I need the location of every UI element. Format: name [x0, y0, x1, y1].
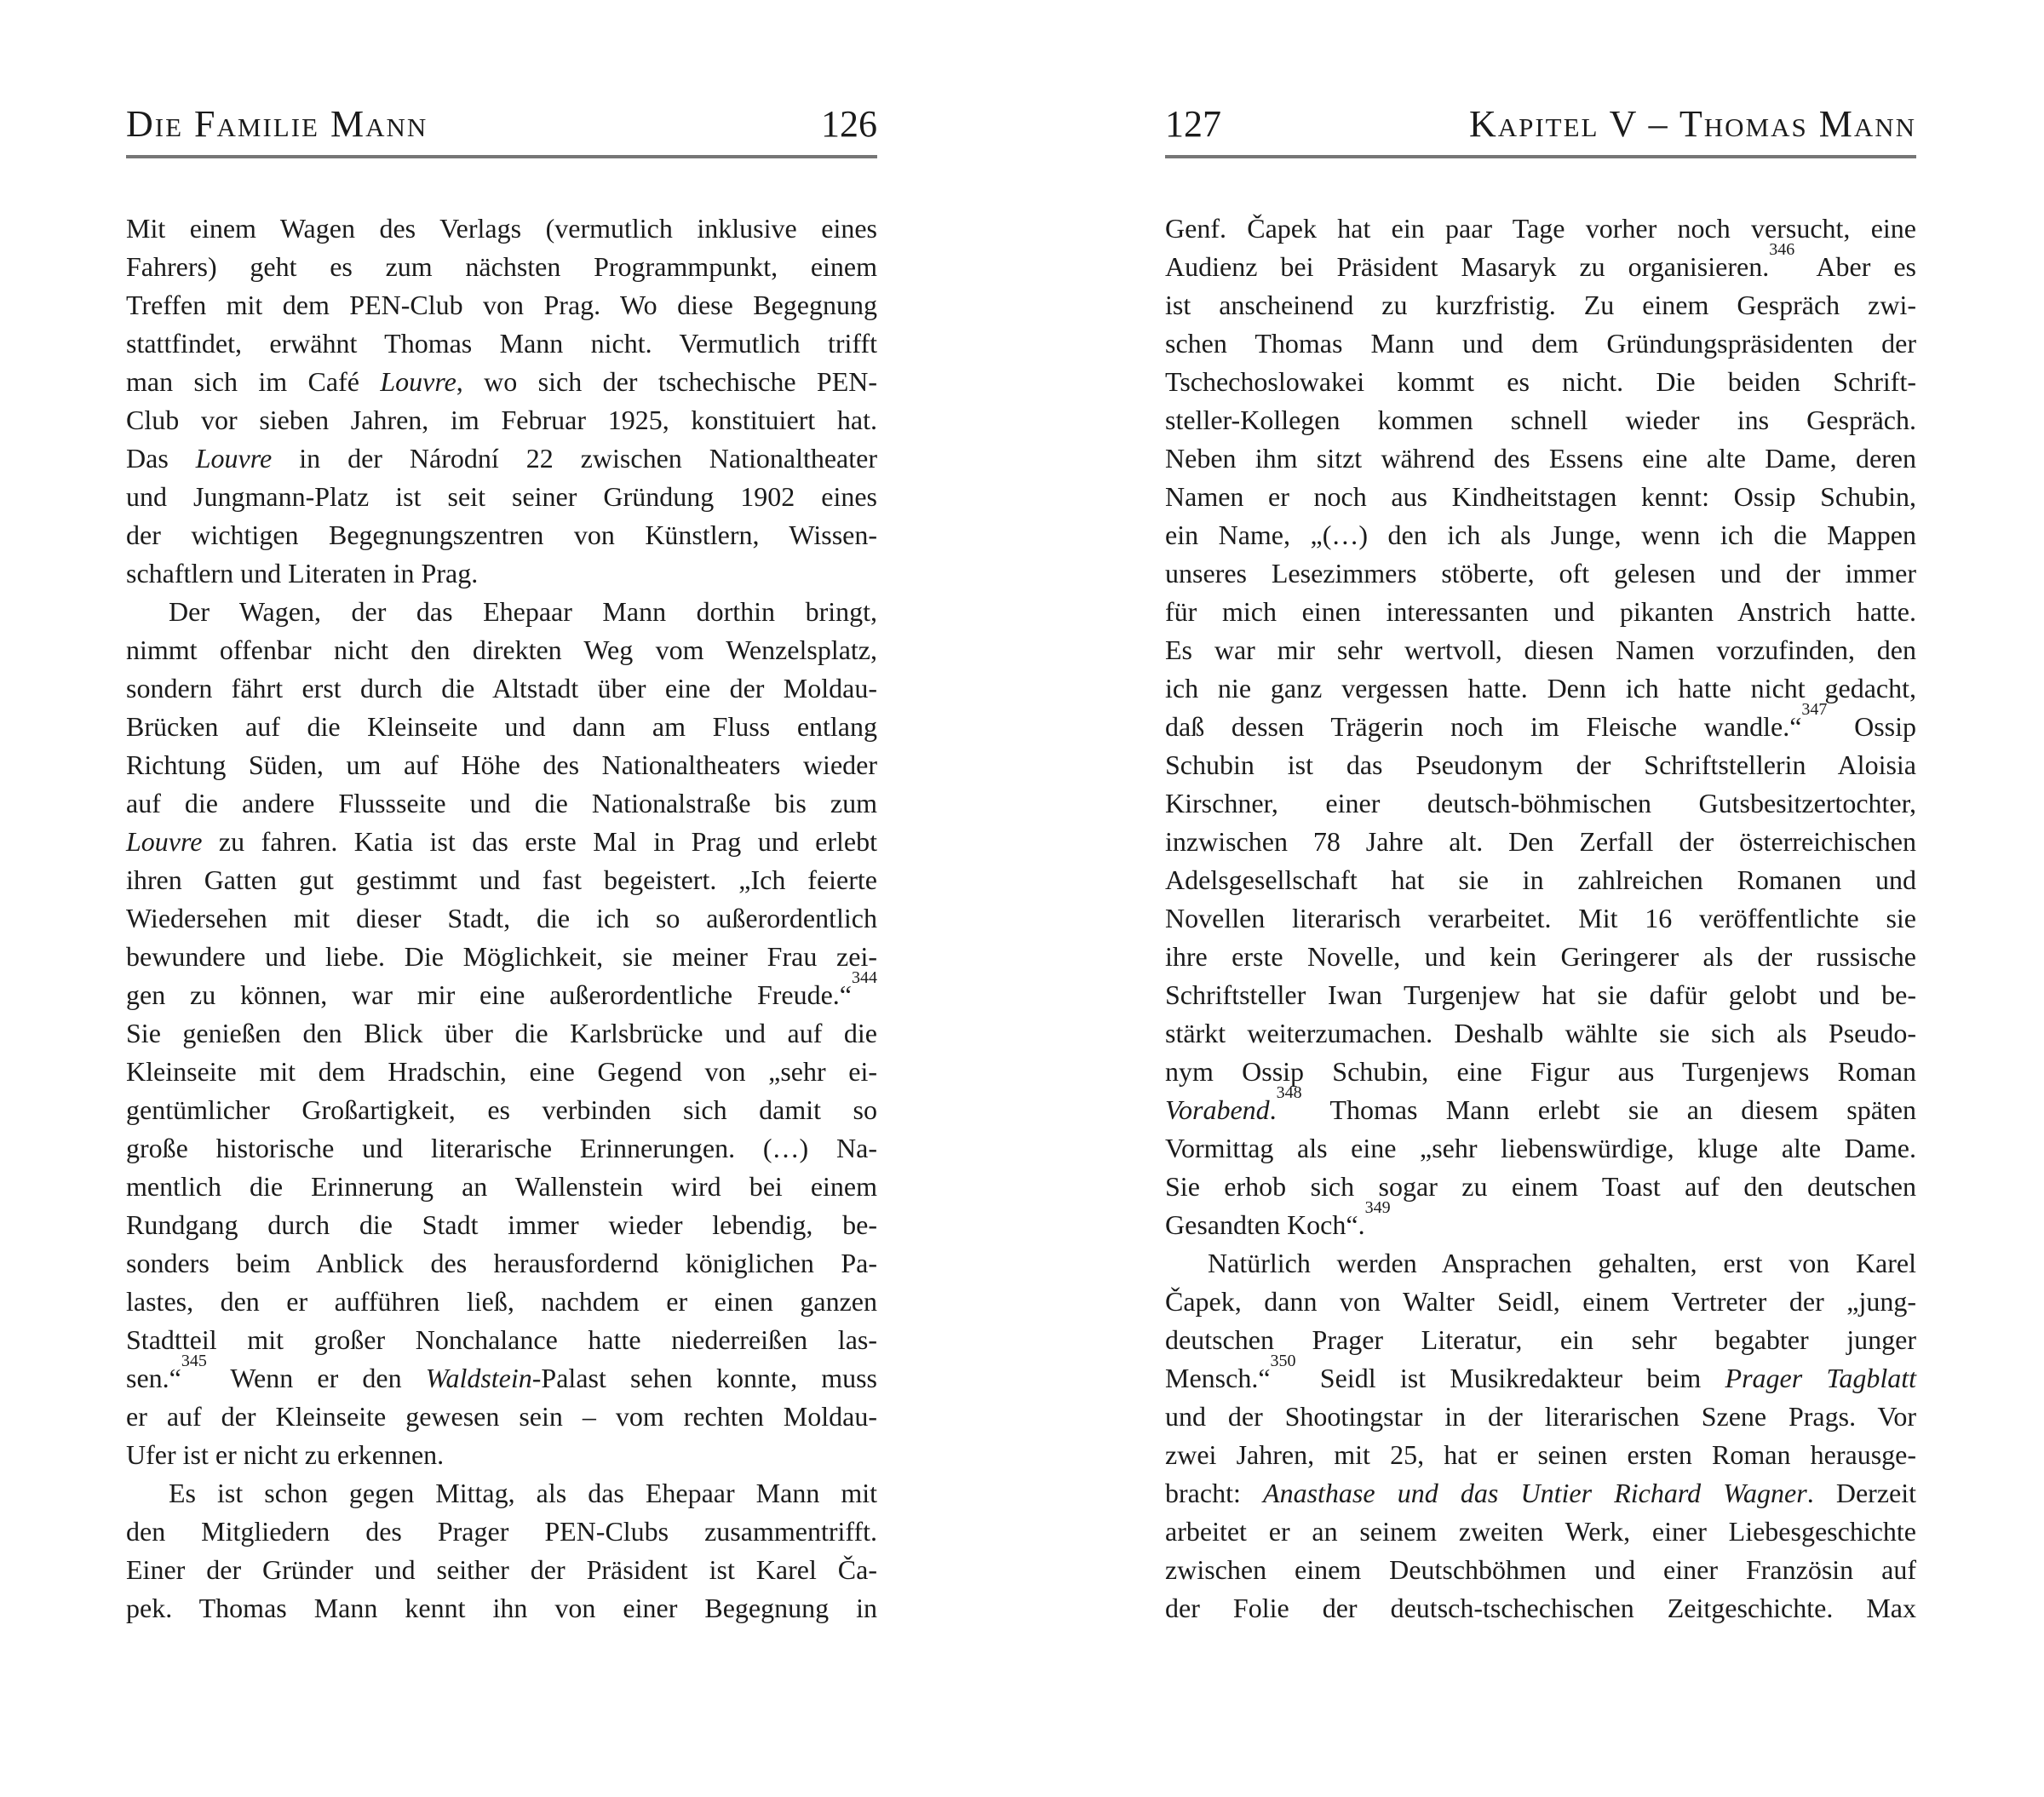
text-line: Es ist schon gegen Mittag, als das Ehepaar Mann mit — [169, 1478, 877, 1508]
text-line: sen.“$^{345}$ Wenn er den Waldstein-Palast sehen konnte, muss — [126, 1352, 878, 1393]
text-line: Es war mir sehr wertvoll, diesen Namen vorzufinden, den — [1165, 634, 1916, 665]
text-line: unseres Lesezimmers stöberte, oft gelesen und der immer — [1165, 558, 1916, 588]
footnote-reference: 348 — [1276, 1083, 1302, 1103]
text-line: Mensch.“$^{350}$ Seidl ist Musikredakteur beim Prager Tagblatt — [1165, 1352, 1916, 1393]
footnote-reference: 347 — [1801, 700, 1828, 720]
text-line: sonders beim Anblick des herausfordernd königlichen Pa- — [126, 1248, 877, 1278]
text-line: daß dessen Trägerin noch im Fleische wandle.“$^{347}$ Ossip — [1165, 700, 1917, 742]
text-line: Gesandten Koch“.$^{349}$ — [1165, 1198, 1391, 1240]
text-line: ist anscheinend zu kurzfristig. Zu einem Gespräch zwi- — [1165, 290, 1916, 320]
text-line: den Mitgliedern des Prager PEN-Clubs zusammentrifft. — [126, 1516, 877, 1547]
text-line: arbeitet er an seinem zweiten Werk, einer Liebesgeschichte — [1165, 1516, 1916, 1547]
text-line: inzwischen 78 Jahre alt. Den Zerfall der österreichischen — [1165, 826, 1916, 857]
text-line: nimmt offenbar nicht den direkten Weg vom Wenzelsplatz, — [126, 634, 877, 665]
text-line: für mich einen interessanten und pikanten Anstrich hatte. — [1165, 596, 1916, 627]
left-page-body — [126, 210, 877, 1628]
running-head-title: Die Familie Mann — [126, 103, 428, 145]
text-line: Schriftsteller Iwan Turgenjew hat sie dafür gelobt und be- — [1165, 979, 1916, 1010]
paragraph — [1165, 210, 1916, 1244]
footnote-reference: 345 — [181, 1352, 207, 1371]
text-line: Natürlich werden Ansprachen gehalten, erst von Karel — [1208, 1248, 1916, 1278]
header-rule — [1165, 155, 1916, 158]
text-line: gen zu können, war mir eine außerordentliche Freude.“$^{344}$ — [126, 968, 877, 1010]
running-head-title: Kapitel V – Thomas Mann — [1468, 103, 1916, 145]
text-line: zwei Jahren, mit 25, hat er seinen ersten Roman herausge- — [1165, 1439, 1916, 1470]
text-line: pek. Thomas Mann kennt ihn von einer Begegnung in — [126, 1593, 877, 1623]
right-running-header — [1165, 104, 1916, 145]
left-running-header — [126, 104, 877, 145]
text-line: sondern fährt erst durch die Altstadt über eine der Moldau- — [126, 673, 877, 703]
text-line: Sie erhob sich sogar zu einem Toast auf den deutschen — [1165, 1171, 1916, 1202]
text-line: man sich im Café Louvre, wo sich der tschechische PEN- — [126, 366, 877, 397]
text-line: Genf. Čapek hat ein paar Tage vorher noch versucht, eine — [1165, 213, 1916, 244]
text-line: Sie genießen den Blick über die Karlsbrücke und auf die — [126, 1018, 877, 1048]
text-line: nym Ossip Schubin, eine Figur aus Turgenjews Roman — [1165, 1056, 1916, 1087]
text-line: Schubin ist das Pseudonym der Schriftstellerin Aloisia — [1165, 749, 1916, 780]
text-line: große historische und literarische Erinnerungen. (…) Na- — [126, 1133, 877, 1163]
text-line: er auf der Kleinseite gewesen sein – vom rechten Moldau- — [126, 1401, 877, 1432]
text-line: Der Wagen, der das Ehepaar Mann dorthin bringt, — [169, 596, 877, 627]
text-line: stattfindet, erwähnt Thomas Mann nicht. Vermutlich trifft — [126, 328, 877, 359]
text-line: mentlich die Erinnerung an Wallenstein wird bei einem — [126, 1171, 877, 1202]
text-line: ich nie ganz vergessen hatte. Denn ich hatte nicht gedacht, — [1165, 673, 1916, 703]
text-line: Mit einem Wagen des Verlags (vermutlich inklusive eines — [126, 213, 877, 244]
text-line: Kirschner, einer deutsch-böhmischen Gutsbesitzertochter, — [1165, 788, 1916, 818]
text-line: schen Thomas Mann und dem Gründungspräsidenten der — [1165, 328, 1916, 359]
text-line: Club vor sieben Jahren, im Februar 1925, konstituiert hat. — [126, 405, 877, 435]
text-line: steller-Kollegen kommen schnell wieder ins Gespräch. — [1165, 405, 1916, 435]
text-line: ihren Gatten gut gestimmt und fast begeistert. „Ich feierte — [126, 864, 877, 895]
text-line: Adelsgesellschaft hat sie in zahlreichen Romanen und — [1165, 864, 1916, 895]
text-line: Vormittag als eine „sehr liebenswürdige, kluge alte Dame. — [1165, 1133, 1916, 1163]
paragraph — [1165, 1244, 1916, 1628]
header-rule — [126, 155, 877, 158]
text-line: zwischen einem Deutschböhmen und einer Französin auf — [1165, 1554, 1916, 1585]
text-line: Brücken auf die Kleinseite und dann am Fluss entlang — [126, 711, 877, 742]
paragraph — [126, 210, 877, 593]
text-line: auf die andere Flussseite und die Nationalstraße bis zum — [126, 788, 877, 818]
text-line: Tschechoslowakei kommt es nicht. Die beiden Schrift- — [1165, 366, 1916, 397]
page-number: 126 — [821, 103, 877, 145]
text-line: Stadtteil mit großer Nonchalance hatte niederreißen las- — [126, 1324, 877, 1355]
text-line: Louvre zu fahren. Katia ist das erste Mal in Prag und erlebt — [126, 826, 877, 857]
page-number: 127 — [1165, 103, 1221, 145]
right-page-body — [1165, 210, 1916, 1628]
text-line: der wichtigen Begegnungszentren von Künstlern, Wissen- — [126, 520, 877, 550]
text-line: Richtung Süden, um auf Höhe des Nationaltheaters wieder — [126, 749, 877, 780]
text-line: lastes, den er aufführen ließ, nachdem er einen ganzen — [126, 1286, 877, 1317]
text-line: Ufer ist er nicht zu erkennen. — [126, 1439, 445, 1470]
left-page — [126, 0, 877, 1797]
text-line: Wiedersehen mit dieser Stadt, die ich so außerordentlich — [126, 903, 877, 933]
text-line: stärkt weiterzumachen. Deshalb wählte sie sich als Pseudo- — [1165, 1018, 1916, 1048]
text-line: der Folie der deutsch-tschechischen Zeitgeschichte. Max — [1165, 1593, 1916, 1623]
text-line: ihre erste Novelle, und kein Geringerer als der russische — [1165, 941, 1916, 972]
text-line: bewundere und liebe. Die Möglichkeit, sie meiner Frau zei- — [126, 941, 877, 972]
footnote-reference: 346 — [1769, 240, 1795, 260]
text-line: Einer der Gründer und seither der Präsident ist Karel Ča- — [126, 1554, 877, 1585]
text-line: gentümlicher Großartigkeit, es verbinden sich damit so — [126, 1094, 877, 1125]
text-line: Audienz bei Präsident Masaryk zu organisieren.$^{346}$ Aber es — [1165, 240, 1917, 282]
text-line: Neben ihm sitzt während des Essens eine alte Dame, deren — [1165, 443, 1916, 474]
text-line: Vorabend.$^{348}$ Thomas Mann erlebt sie an diesem späten — [1165, 1083, 1916, 1125]
text-line: ein Name, „(…) den ich als Junge, wenn ich die Mappen — [1165, 520, 1916, 550]
text-line: Treffen mit dem PEN-Club von Prag. Wo diese Begegnung — [126, 290, 877, 320]
text-line: und Jungmann-Platz ist seit seiner Gründung 1902 eines — [126, 481, 877, 512]
right-page — [1165, 0, 1916, 1797]
text-line: deutschen Prager Literatur, ein sehr begabter junger — [1165, 1324, 1916, 1355]
paragraph — [126, 1474, 877, 1628]
text-line: Čapek, dann von Walter Seidl, einem Vertreter der „jung- — [1165, 1286, 1916, 1317]
text-line: Novellen literarisch verarbeitet. Mit 16 veröffentlichte sie — [1165, 903, 1916, 933]
footnote-reference: 349 — [1364, 1198, 1391, 1218]
text-line: Das Louvre in der Národní 22 zwischen Nationaltheater — [126, 443, 878, 474]
text-line: Namen er noch aus Kindheitstagen kennt: Ossip Schubin, — [1165, 481, 1916, 512]
text-line: Fahrers) geht es zum nächsten Programmpunkt, einem — [126, 251, 877, 282]
footnote-reference: 344 — [852, 968, 877, 988]
text-line: schaftlern und Literaten in Prag. — [126, 558, 479, 588]
footnote-reference: 350 — [1270, 1352, 1296, 1371]
text-line: und der Shootingstar in der literarischen Szene Prags. Vor — [1165, 1401, 1916, 1432]
text-line: Kleinseite mit dem Hradschin, eine Gegend von „sehr ei- — [126, 1056, 877, 1087]
text-line: bracht: Anasthase und das Untier Richard Wagner. Derzeit — [1165, 1478, 1917, 1508]
text-line: Rundgang durch die Stadt immer wieder lebendig, be- — [126, 1209, 877, 1240]
paragraph — [126, 593, 877, 1474]
